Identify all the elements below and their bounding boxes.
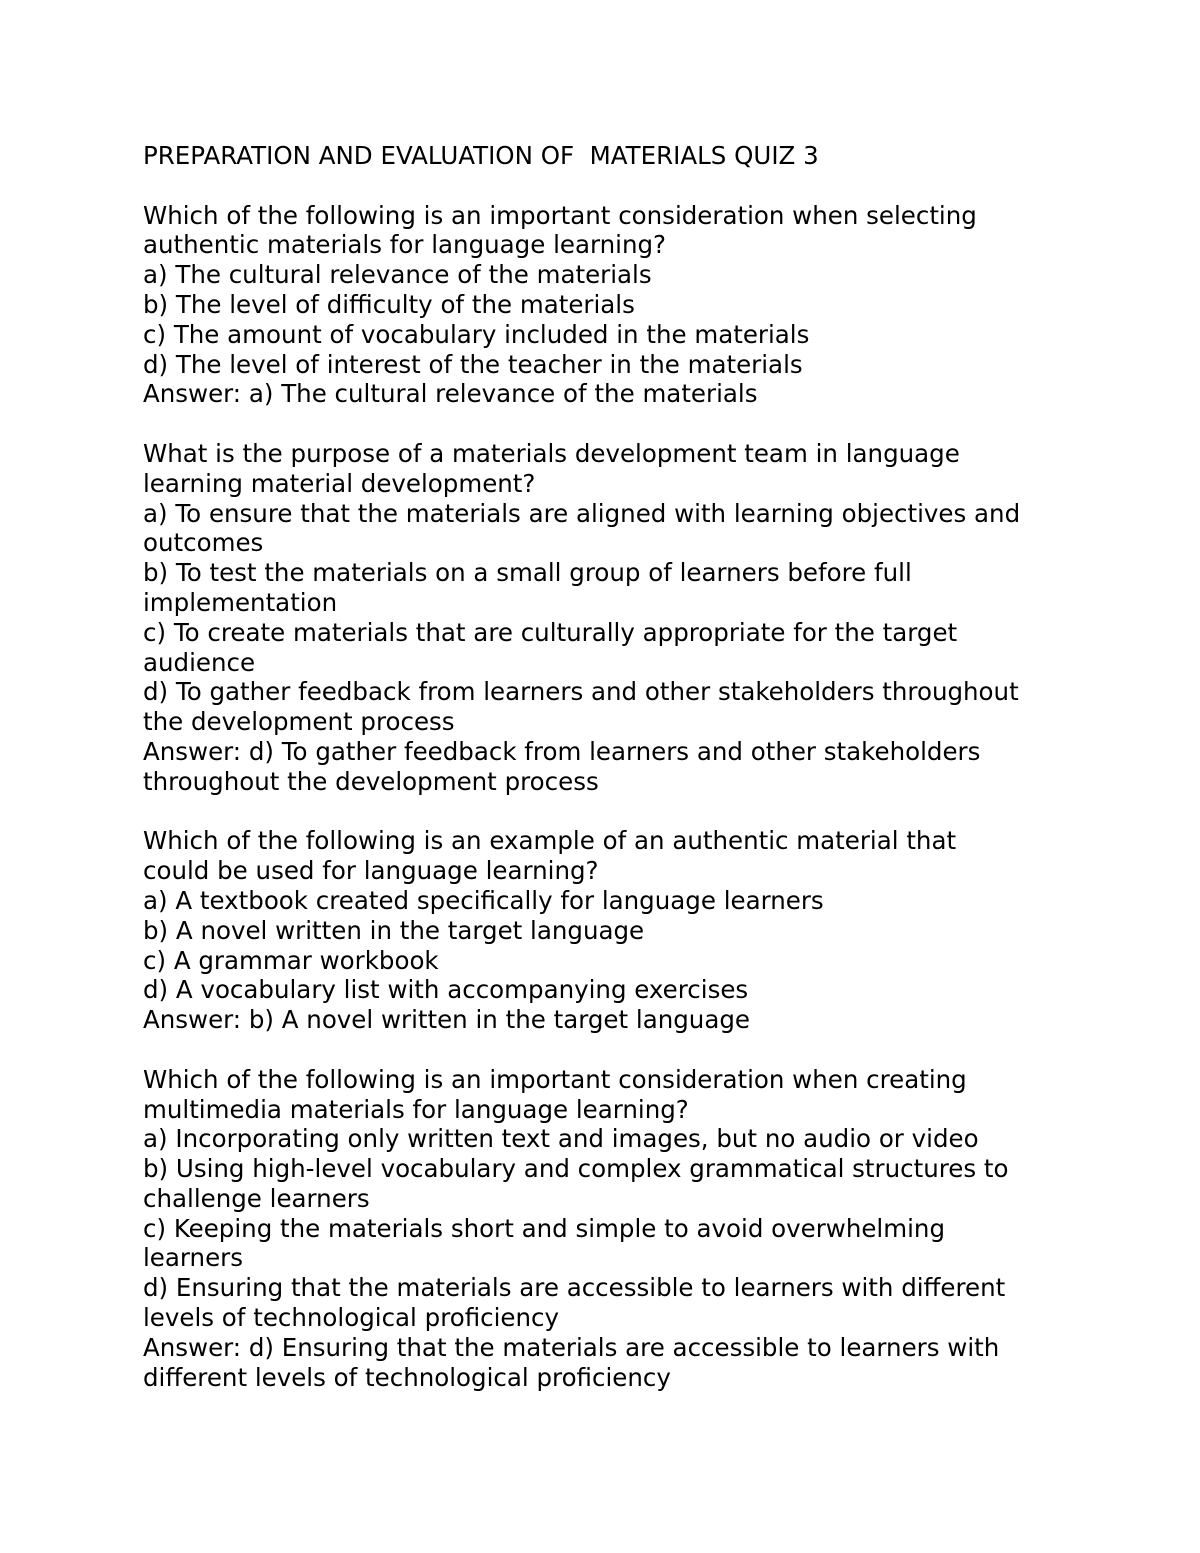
question-4-option-c-cont: learners [143, 1243, 243, 1273]
paragraph-spacer [143, 797, 1073, 827]
question-1-line-2: authentic materials for language learning? [143, 230, 667, 260]
question-2-option-b-cont: implementation [143, 587, 338, 617]
paragraph-spacer [143, 171, 1073, 201]
question-4-answer-cont: different levels of technological proficiency [143, 1362, 671, 1392]
paragraph-spacer [143, 1035, 1073, 1065]
question-2-answer-cont: throughout the development process [143, 766, 599, 796]
question-2-option-d-cont: the development process [143, 707, 455, 737]
document-title: PREPARATION AND EVALUATION OF MATERIALS QUIZ 3 [143, 141, 819, 170]
question-2-line-2: learning material development? [143, 468, 536, 498]
question-1-option-d: d) The level of interest of the teacher in the materials [143, 349, 803, 379]
question-2-option-c: c) To create materials that are culturally appropriate for the target [143, 617, 958, 647]
question-2-option-a-cont: outcomes [143, 528, 264, 558]
question-3-line-1: Which of the following is an example of an authentic material that [143, 826, 957, 856]
question-4-option-b: b) Using high-level vocabulary and complex grammatical structures to [143, 1154, 1009, 1184]
question-3-option-b: b) A novel written in the target language [143, 915, 645, 945]
question-3-option-c: c) A grammar workbook [143, 945, 439, 975]
question-1-line-1: Which of the following is an important consideration when selecting [143, 200, 977, 230]
question-3-option-d: d) A vocabulary list with accompanying exercises [143, 975, 749, 1005]
question-3-option-a: a) A textbook created specifically for language learners [143, 885, 824, 915]
question-4-line-2: multimedia materials for language learning? [143, 1094, 689, 1124]
question-4-option-d: d) Ensuring that the materials are accessible to learners with different [143, 1273, 1006, 1303]
question-1-answer: Answer: a) The cultural relevance of the materials [143, 379, 758, 409]
question-3-line-2: could be used for language learning? [143, 856, 599, 886]
question-block-2 [143, 439, 1073, 797]
question-4-answer: Answer: d) Ensuring that the materials are accessible to learners with [143, 1332, 1000, 1362]
question-2-option-a: a) To ensure that the materials are aligned with learning objectives and [143, 498, 1021, 528]
question-2-option-b: b) To test the materials on a small group of learners before full [143, 558, 912, 588]
question-4-option-d-cont: levels of technological proficiency [143, 1303, 559, 1333]
question-2-answer: Answer: d) To gather feedback from learners and other stakeholders [143, 736, 981, 766]
question-block-4 [143, 1065, 1073, 1393]
question-4-option-c: c) Keeping the materials short and simple to avoid overwhelming [143, 1213, 945, 1243]
question-2-option-d: d) To gather feedback from learners and other stakeholders throughout [143, 677, 1019, 707]
question-1-option-c: c) The amount of vocabulary included in the materials [143, 319, 810, 349]
question-4-option-a: a) Incorporating only written text and images, but no audio or video [143, 1124, 979, 1154]
question-block-3 [143, 826, 1073, 1035]
question-1-option-a: a) The cultural relevance of the materials [143, 260, 652, 290]
question-2-option-c-cont: audience [143, 647, 256, 677]
document-body [143, 141, 1073, 1392]
question-4-option-b-cont: challenge learners [143, 1183, 370, 1213]
question-block-1 [143, 201, 1073, 410]
question-4-line-1: Which of the following is an important consideration when creating [143, 1064, 967, 1094]
question-2-line-1: What is the purpose of a materials development team in language [143, 438, 960, 468]
question-1-option-b: b) The level of difficulty of the materials [143, 289, 635, 319]
paragraph-spacer [143, 409, 1073, 439]
question-3-answer: Answer: b) A novel written in the target language [143, 1005, 750, 1035]
